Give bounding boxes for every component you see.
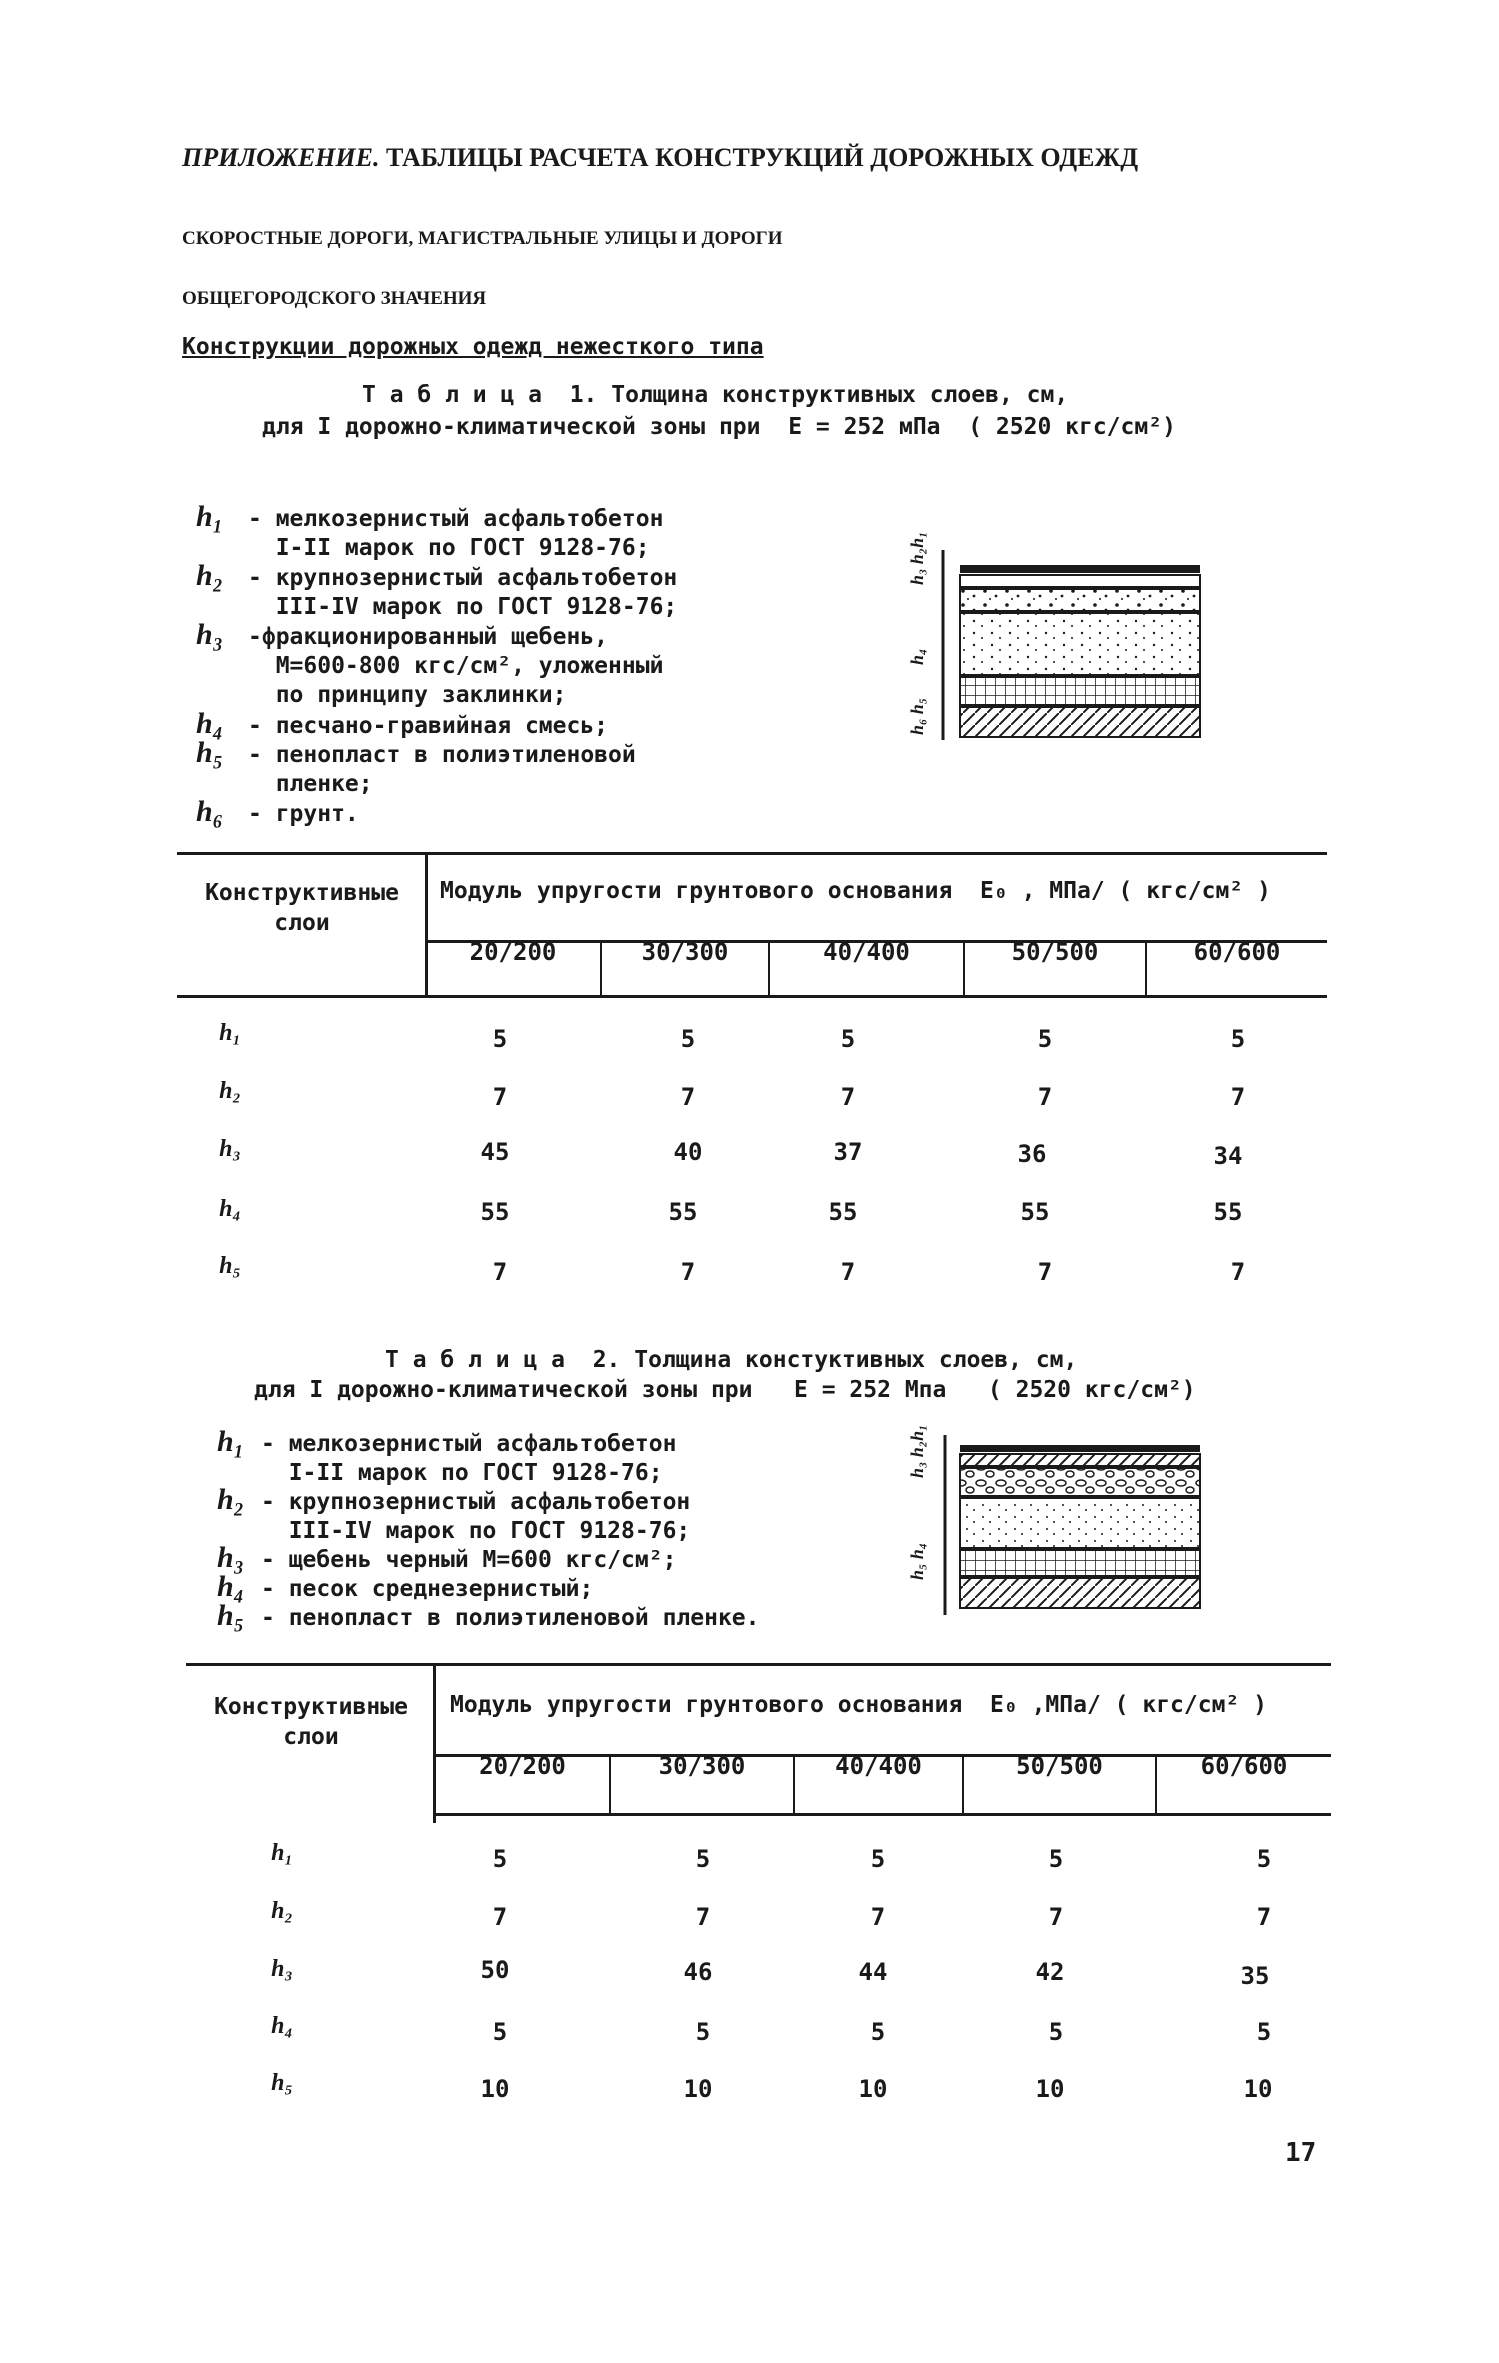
legend-symbol: h₂ [196, 559, 224, 592]
legend-text: -фракционированный щебень, М=600-800 кгс/см², уложенный по принципу заклинки; [248, 624, 664, 708]
table2-cell: 5 [695, 1845, 711, 1873]
table2-cell: 7 [695, 1903, 711, 1931]
table1-modulus-header: Модуль упругости грунтового основания E₀ , МПа/ ( кгс/см² ) [440, 878, 1271, 904]
legend-text: - песок среднезернистый; [261, 1576, 594, 1602]
table2-column-header: 20/200 [479, 1752, 566, 1780]
table2-row-label: h₅ [271, 2070, 293, 2096]
table1-cell: 7 [1230, 1258, 1246, 1286]
table1-column-header: 30/300 [641, 938, 729, 966]
page-number: 17 [1285, 2138, 1317, 2168]
table1-row-label: h₂ [219, 1078, 241, 1104]
table1-cell: 5 [492, 1025, 508, 1053]
table1-cell: 40 [673, 1138, 703, 1166]
table2-column-header: 60/600 [1200, 1752, 1288, 1780]
table2-row-label: h₃ [271, 1956, 293, 1982]
table1-cell: 7 [1230, 1083, 1246, 1111]
table2-cell: 10 [858, 2075, 888, 2103]
legend-item [196, 736, 636, 799]
table2-cell: 5 [870, 1845, 886, 1873]
table2-modulus-header: Модуль упругости грунтового основания E₀ ,МПа/ ( кгс/см² ) [450, 1692, 1267, 1718]
table2-cell: 7 [1256, 1903, 1272, 1931]
table2-cell: 5 [1256, 1845, 1272, 1873]
table2-caption-line1: Т а б л и ц а 2. Толщина констуктивных слоев, см, [385, 1347, 1078, 1373]
table2-cell: 35 [1240, 1962, 1270, 1990]
table2-row-label: h₁ [271, 1840, 293, 1866]
table1-cell: 55 [668, 1198, 698, 1226]
table1-cell: 55 [480, 1198, 510, 1226]
table1-column-header: 40/400 [823, 938, 910, 966]
table1-column-header: 20/200 [469, 938, 557, 966]
table1-cell: 55 [828, 1198, 858, 1226]
legend-text: - мелкозернистый асфальтобетон I-II марок по ГОСТ 9128-76; [261, 1431, 677, 1486]
table1-cell: 36 [1017, 1140, 1047, 1168]
dimension-labels [907, 1425, 927, 1580]
table2-cell: 10 [1243, 2075, 1273, 2103]
table2-cell: 7 [870, 1903, 886, 1931]
table2-cell: 50 [480, 1956, 510, 1984]
table2-column-header: 30/300 [658, 1752, 746, 1780]
table2-cell: 5 [1256, 2018, 1272, 2046]
dimension-labels [907, 532, 927, 735]
table1-cell: 34 [1213, 1142, 1243, 1170]
legend-item [196, 500, 663, 563]
svg-text:h₅ h₄: h₅ h₄ [907, 1542, 927, 1580]
legend-text: - мелкозернистый асфальтобетон I-II марок по ГОСТ 9128-76; [248, 506, 664, 561]
legend-item [217, 1483, 690, 1546]
table2-cell: 42 [1035, 1958, 1065, 1986]
table1-cell: 7 [680, 1083, 696, 1111]
table2-column-header: 40/400 [835, 1752, 922, 1780]
table2-cell: 5 [492, 2018, 508, 2046]
svg-text:h₃ h₂h₁: h₃ h₂h₁ [907, 1424, 927, 1478]
table1-row-label: h₅ [219, 1253, 241, 1279]
legend-item [196, 618, 663, 710]
appendix-label: ПРИЛОЖЕНИЕ. [182, 143, 380, 172]
legend-symbol: h₄ [196, 707, 224, 740]
table2-cell: 5 [1048, 1845, 1064, 1873]
table1-cell: 5 [1037, 1025, 1053, 1053]
table1-column-header: 50/500 [1011, 938, 1099, 966]
table2-row-label: h₂ [271, 1898, 293, 1924]
table2-cell: 10 [480, 2075, 510, 2103]
table1-row-label: h₃ [219, 1136, 241, 1162]
legend-text: - щебень черный М=600 кгс/см²; [261, 1547, 677, 1573]
appendix-heading [182, 143, 1138, 173]
table1-cell: 7 [492, 1258, 508, 1286]
table1-cell: 7 [840, 1083, 856, 1111]
subsection-title: Конструкции дорожных одежд нежесткого типа [182, 334, 764, 360]
table2-cell: 7 [492, 1903, 508, 1931]
table1-cell: 45 [480, 1138, 510, 1166]
table1-cell: 55 [1213, 1198, 1243, 1226]
table1-cell: 7 [680, 1258, 696, 1286]
table2-column-header: 50/500 [1016, 1752, 1103, 1780]
svg-text:h₃ h₂h₁: h₃ h₂h₁ [907, 531, 927, 585]
table1-layers-header: Конструктивные слои [205, 880, 399, 936]
table2-cross-section-diagram [907, 1424, 1205, 1625]
table1-cell: 55 [1020, 1198, 1050, 1226]
table2-cell: 5 [1048, 2018, 1064, 2046]
legend-symbol: h₆ [196, 795, 224, 828]
table1-cell: 37 [833, 1138, 863, 1166]
table2-row-label: h₄ [271, 2013, 293, 2039]
legend-symbol: h₄ [217, 1570, 245, 1603]
table1-caption-line2: для I дорожно-климатической зоны при E = 252 мПа ( 2520 кгс/см²) [262, 414, 1176, 440]
legend-symbol: h₅ [196, 736, 224, 769]
legend-text: - крупнозернистый асфальтобетон III-IV марок по ГОСТ 9128-76; [248, 565, 678, 620]
table1-cell: 5 [1230, 1025, 1246, 1053]
svg-text:h₄: h₄ [907, 648, 927, 665]
table1-row-label: h₁ [219, 1020, 241, 1046]
legend-symbol: h₂ [217, 1483, 245, 1516]
appendix-title: ТАБЛИЦЫ РАСЧЕТА КОНСТРУКЦИЙ ДОРОЖНЫХ ОДЕЖД [385, 143, 1139, 172]
svg-text:h₆ h₅: h₆ h₅ [907, 697, 927, 735]
table2-cell: 7 [1048, 1903, 1064, 1931]
legend-text: - пенопласт в полиэтиленовой пленке; [248, 742, 636, 797]
table1-cell: 7 [1037, 1083, 1053, 1111]
legend-symbol: h₅ [217, 1599, 245, 1632]
legend-item [196, 559, 677, 622]
table2-cell: 10 [1035, 2075, 1065, 2103]
table2-cell: 46 [683, 1958, 713, 1986]
legend-symbol: h₁ [217, 1425, 245, 1458]
table2-cell: 10 [683, 2075, 713, 2103]
table1-cell: 7 [492, 1083, 508, 1111]
table1-cell: 5 [840, 1025, 856, 1053]
table2-layers-header: Конструктивные слои [214, 1694, 408, 1750]
table2-cell: 5 [492, 1845, 508, 1873]
table1-caption-line1: Т а б л и ц а 1. Толщина конструктивных слоев, см, [362, 382, 1069, 408]
legend-item [217, 1425, 676, 1488]
legend-item [217, 1599, 760, 1633]
table1-row-label: h₄ [219, 1196, 241, 1222]
section-title-line2: ОБЩЕГОРОДСКОГО ЗНАЧЕНИЯ [182, 288, 487, 309]
legend-symbol: h₃ [196, 618, 224, 651]
legend-symbol: h₁ [196, 500, 224, 533]
table2-cell: 44 [858, 1958, 888, 1986]
table1-cross-section-diagram [907, 531, 1205, 745]
table2-caption-line2: для I дорожно-климатической зоны при E = 252 Мпа ( 2520 кгс/см²) [254, 1377, 1196, 1403]
legend-text: - грунт. [248, 801, 359, 827]
table2-cell: 5 [870, 2018, 886, 2046]
section-title-line1: СКОРОСТНЫЕ ДОРОГИ, МАГИСТРАЛЬНЫЕ УЛИЦЫ И ДОРОГИ [182, 228, 783, 249]
table1-cell: 7 [1037, 1258, 1053, 1286]
table1-cell: 5 [680, 1025, 696, 1053]
table1-cell: 7 [840, 1258, 856, 1286]
legend-symbol: h₃ [217, 1541, 245, 1574]
legend-text: - пенопласт в полиэтиленовой пленке. [261, 1605, 760, 1631]
table2-cell: 5 [695, 2018, 711, 2046]
table1-column-header: 60/600 [1193, 938, 1281, 966]
legend-text: - крупнозернистый асфальтобетон III-IV марок по ГОСТ 9128-76; [261, 1489, 691, 1544]
legend-item [196, 795, 359, 829]
legend-text: - песчано-гравийная смесь; [248, 713, 609, 739]
